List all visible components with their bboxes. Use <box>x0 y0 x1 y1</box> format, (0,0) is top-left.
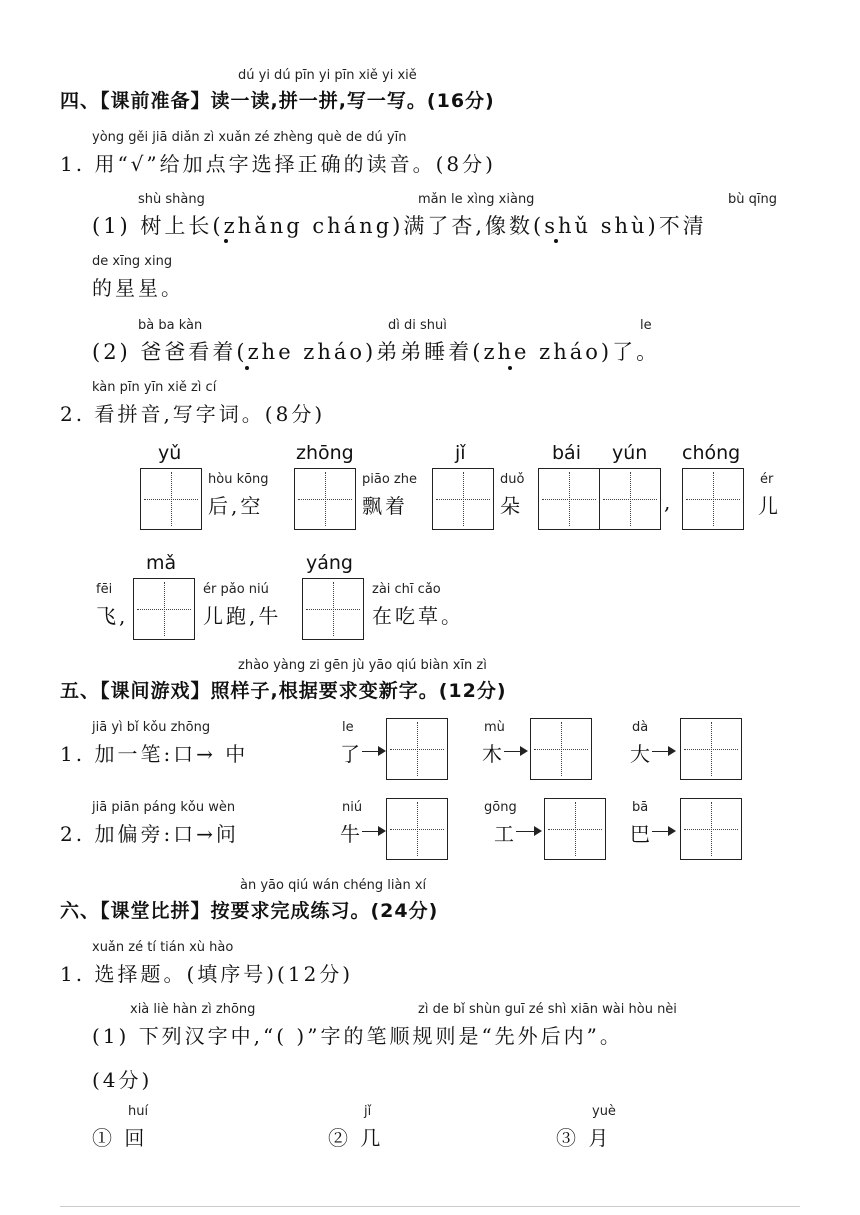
arrow-icon <box>504 751 526 752</box>
writing-box-ji[interactable] <box>432 468 494 530</box>
q1-p2-pinyin-c: le <box>640 318 652 333</box>
pinyin-ma: mǎ <box>146 552 177 574</box>
q1-p1-line2: 的星星。 <box>92 276 184 300</box>
pinyin-yang: yáng <box>306 552 353 574</box>
q1-pinyin: yòng gěi jiā diǎn zì xuǎn zé zhèng què de dú yīn <box>92 130 407 145</box>
option-2[interactable]: ② 几 <box>328 1126 384 1150</box>
s6-q1-pinyin: xuǎn zé tí tián xù hào <box>92 940 234 955</box>
emphasis-dot <box>224 239 228 243</box>
answer-box-gong[interactable] <box>544 798 606 860</box>
mu-pinyin: mù <box>484 720 505 735</box>
q1-p2-pinyin-a: bà ba kàn <box>138 318 203 333</box>
gong-char: 工 <box>494 822 517 846</box>
q1-p1-pinyin-d: de xīng xing <box>92 254 173 269</box>
arrow-icon <box>652 831 674 832</box>
s6-p1-pinyin-b: zì de bǐ shùn guī zé shì xiān wài hòu nèi <box>418 1002 677 1017</box>
option2-pinyin: jǐ <box>364 1104 372 1119</box>
comma: , <box>664 490 674 514</box>
niu-char: 牛 <box>340 822 363 846</box>
q2-instruction: 2. 看拼音,写字词。(8分) <box>60 402 326 426</box>
q1-instruction: 1. 用“√”给加点字选择正确的读音。(8分) <box>60 152 496 176</box>
fei-text: 飞, <box>96 604 129 628</box>
emphasis-dot <box>245 366 249 370</box>
section4-title-pinyin: dú yi dú pīn yi pīn xiě yi xiě <box>238 68 417 83</box>
section6-title-pinyin: àn yāo qiú wán chéng liàn xí <box>240 878 427 893</box>
s6-p1-pinyin-a: xià liè hàn zì zhōng <box>130 1002 256 1017</box>
s6-q1-instruction: 1. 选择题。(填序号)(12分) <box>60 962 354 986</box>
q1-p1-line: (1) 树上长(zhǎng cháng)满了杏,像数(shǔ shù)不清 <box>92 214 707 238</box>
niu-pinyin: niú <box>342 800 363 815</box>
option-3[interactable]: ③ 月 <box>556 1126 612 1150</box>
pinyin-chong: chóng <box>682 442 741 464</box>
answer-box-niu[interactable] <box>386 798 448 860</box>
writing-box-zhong[interactable] <box>294 468 356 530</box>
q1-p1-pinyin-b: mǎn le xìng xiàng <box>418 192 535 207</box>
duo-pinyin: duǒ <box>500 472 525 487</box>
arrow-icon <box>362 751 384 752</box>
q1-p1-pinyin-a: shù shàng <box>138 192 205 207</box>
zai-pinyin: zài chī cǎo <box>372 582 441 597</box>
er-pinyin: ér <box>760 472 774 487</box>
q1-p1-pinyin-c: bù qīng <box>728 192 777 207</box>
arrow-icon <box>516 831 540 832</box>
option3-pinyin: yuè <box>592 1104 616 1119</box>
writing-box-bai[interactable] <box>538 468 600 530</box>
hou-kong-text: 后,空 <box>208 494 264 518</box>
answer-box-mu[interactable] <box>530 718 592 780</box>
emphasis-dot <box>508 366 512 370</box>
section5-title: 五、【课间游戏】照样子,根据要求变新字。(12分) <box>60 680 507 702</box>
le-pinyin: le <box>342 720 354 735</box>
q1-p2-pinyin-b: dì di shuì <box>388 318 447 333</box>
writing-box-yang[interactable] <box>302 578 364 640</box>
le-char: 了 <box>340 742 363 766</box>
q2-pinyin: kàn pīn yīn xiě zì cí <box>92 380 217 395</box>
hou-kong-pinyin: hòu kōng <box>208 472 269 487</box>
pinyin-ji: jǐ <box>455 442 466 464</box>
er-text: 儿 <box>758 494 781 518</box>
ba-pinyin: bā <box>632 800 649 815</box>
writing-box-yu[interactable] <box>140 468 202 530</box>
er-pao-pinyin: ér pǎo niú <box>203 582 269 597</box>
duo-text: 朵 <box>500 494 523 518</box>
s5-q2-pinyin: jiā piān páng kǒu wèn <box>92 800 236 815</box>
section4-title: 四、【课前准备】读一读,拼一拼,写一写。(16分) <box>60 90 495 112</box>
writing-box-chong[interactable] <box>682 468 744 530</box>
arrow-icon <box>362 831 384 832</box>
fei-pinyin: fēi <box>96 582 113 597</box>
section6-title: 六、【课堂比拼】按要求完成练习。(24分) <box>60 900 439 922</box>
pinyin-zhong: zhōng <box>296 442 354 464</box>
s5-q1-pinyin: jiā yì bǐ kǒu zhōng <box>92 720 211 735</box>
piao-zhe-pinyin: piāo zhe <box>362 472 417 487</box>
answer-box-ba[interactable] <box>680 798 742 860</box>
pinyin-bai: bái <box>552 442 581 464</box>
gong-pinyin: gōng <box>484 800 517 815</box>
option1-pinyin: huí <box>128 1104 149 1119</box>
option-1[interactable]: ① 回 <box>92 1126 148 1150</box>
arrow-icon <box>652 751 674 752</box>
writing-box-ma[interactable] <box>133 578 195 640</box>
pinyin-yun: yún <box>612 442 648 464</box>
zai-text: 在吃草。 <box>372 604 464 628</box>
page-bottom-divider <box>60 1206 800 1207</box>
s5-q1-example: 1. 加一笔:口→ 中 <box>60 742 249 766</box>
section5-title-pinyin: zhào yàng zi gēn jù yāo qiú biàn xīn zì <box>238 658 487 673</box>
da-pinyin: dà <box>632 720 649 735</box>
answer-box-le[interactable] <box>386 718 448 780</box>
s6-p1-question: (1) 下列汉字中,“( )”字的笔顺规则是“先外后内”。 <box>92 1024 623 1048</box>
emphasis-dot <box>554 239 558 243</box>
ba-char: 巴 <box>630 822 653 846</box>
mu-char: 木 <box>482 742 505 766</box>
answer-box-da[interactable] <box>680 718 742 780</box>
writing-box-yun[interactable] <box>599 468 661 530</box>
er-pao-text: 儿跑,牛 <box>203 604 282 628</box>
pinyin-yu: yǔ <box>158 442 182 464</box>
da-char: 大 <box>630 742 653 766</box>
q1-p2-line: (2) 爸爸看着(zhe zháo)弟弟睡着(zhe zháo)了。 <box>92 340 661 364</box>
piao-zhe-text: 飘着 <box>362 494 408 518</box>
s5-q2-example: 2. 加偏旁:口→问 <box>60 822 239 846</box>
s6-p1-score: (4分) <box>92 1068 153 1092</box>
